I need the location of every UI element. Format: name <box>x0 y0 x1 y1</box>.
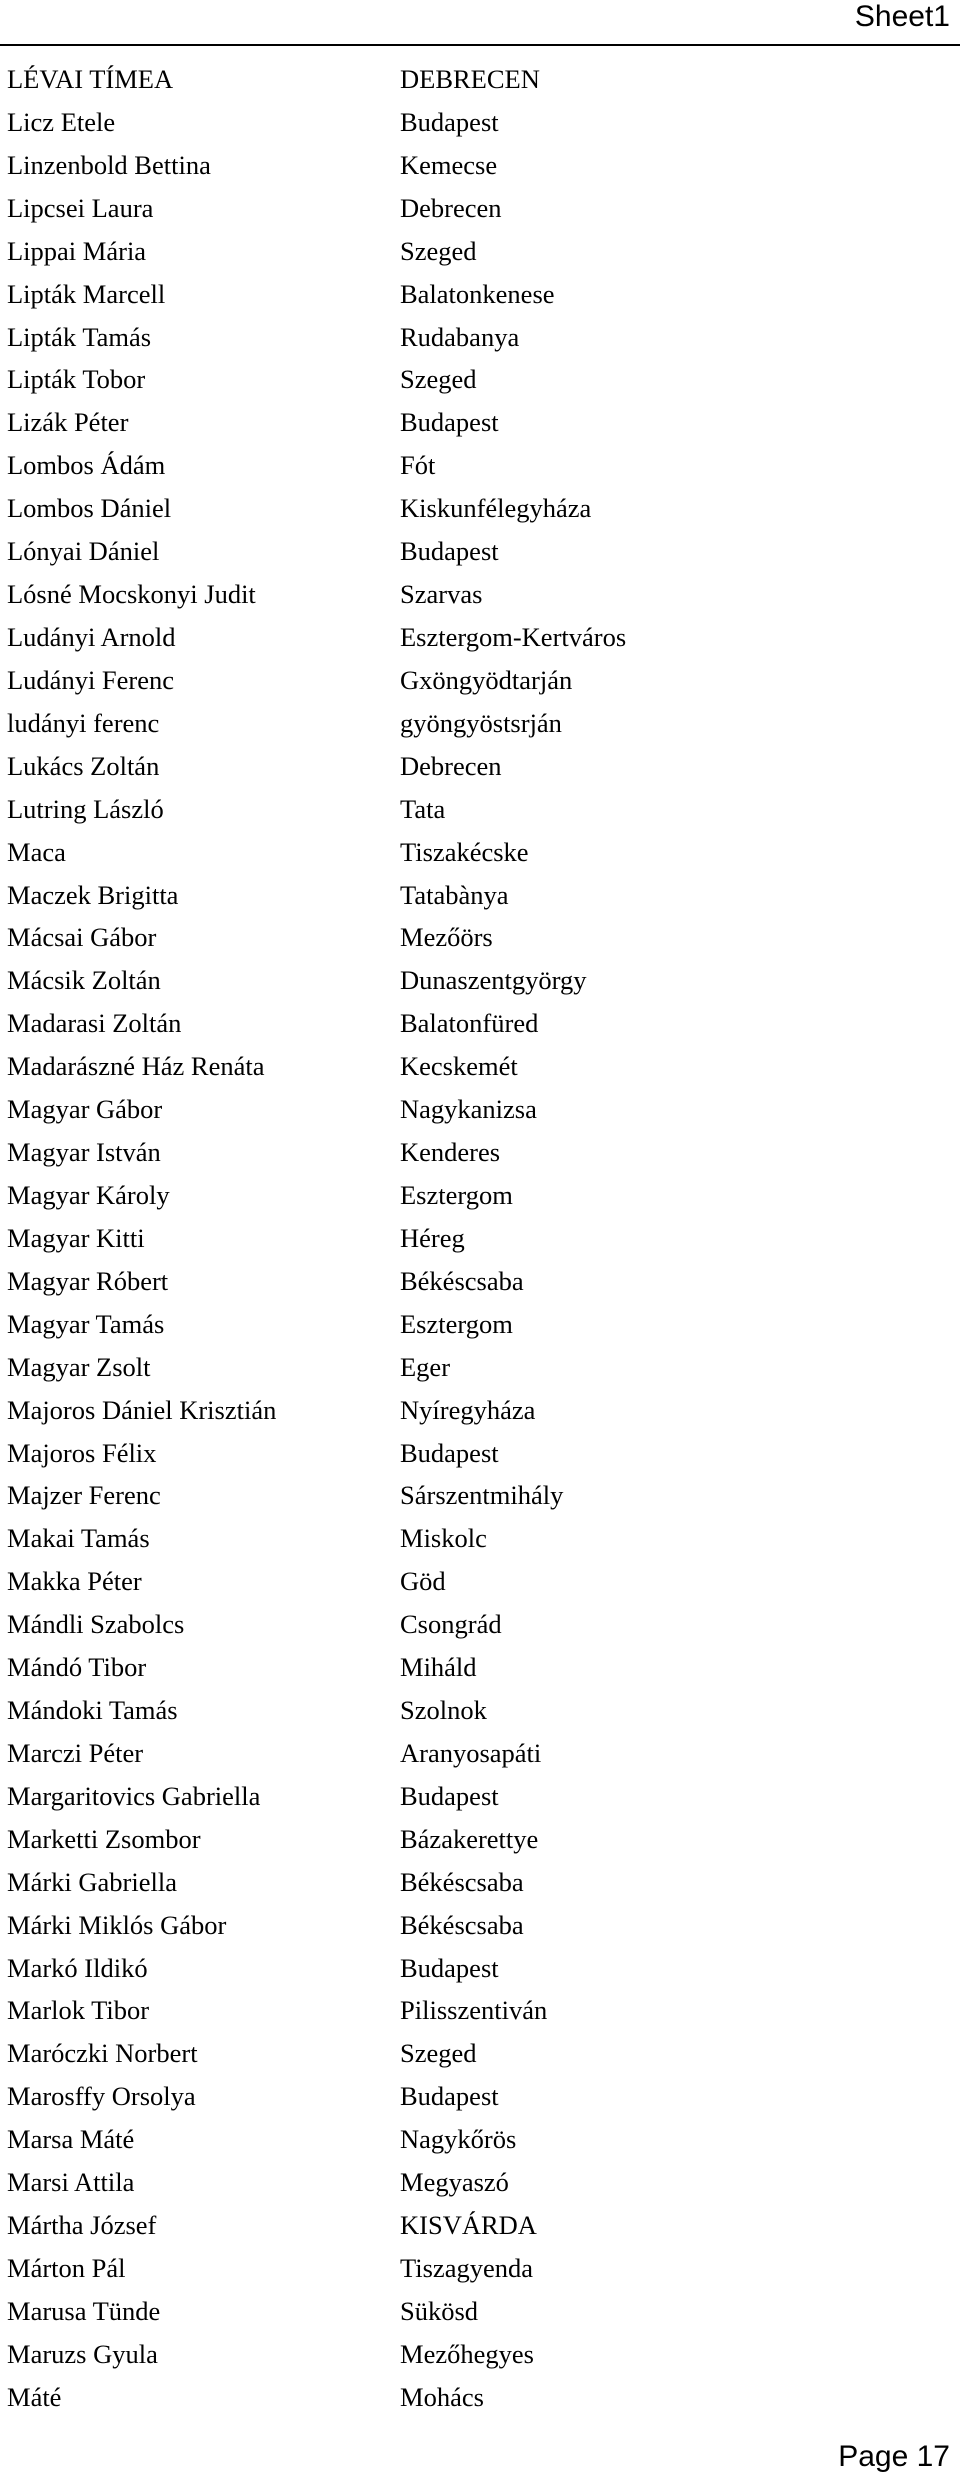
name-cell: Lipcsei Laura <box>7 192 154 223</box>
table-row <box>7 1474 907 1517</box>
name-cell: Lipták Tamás <box>7 321 152 352</box>
city-cell: Budapest <box>400 536 499 567</box>
city-cell: Bázakerettye <box>400 1823 539 1854</box>
name-cell: Marusa Tünde <box>7 2295 161 2326</box>
table-row <box>7 702 907 745</box>
name-cell: Maczek Brigitta <box>7 879 179 910</box>
name-cell: Majoros Félix <box>7 1437 157 1468</box>
table-row <box>7 230 907 273</box>
name-cell: Lukács Zoltán <box>7 750 160 781</box>
city-cell: Gxöngyödtarján <box>400 664 573 695</box>
name-cell: Lombos Ádám <box>7 450 166 481</box>
name-cell: Mácsai Gábor <box>7 922 157 953</box>
name-cell: Marsi Attila <box>7 2167 135 2198</box>
table-row <box>7 1088 907 1131</box>
table-row <box>7 530 907 573</box>
table-row <box>7 874 907 917</box>
table-row <box>7 1861 907 1904</box>
city-cell: gyöngyöstsrján <box>400 707 562 738</box>
city-cell: Eger <box>400 1351 451 1382</box>
name-cell: Magyar Kitti <box>7 1222 145 1253</box>
city-cell: Balatonfüred <box>400 1008 539 1039</box>
city-cell: Göd <box>400 1566 446 1597</box>
name-cell: ludányi ferenc <box>7 707 160 738</box>
table-row <box>7 1131 907 1174</box>
name-cell: Magyar Tamás <box>7 1308 165 1339</box>
page-number: Page 17 <box>838 2440 950 2473</box>
city-cell: Szolnok <box>400 1695 487 1726</box>
city-cell: Mohács <box>400 2381 484 2412</box>
city-cell: Mezőhegyes <box>400 2338 534 2369</box>
table-row <box>7 1904 907 1947</box>
city-cell: Pilisszentiván <box>400 1995 548 2026</box>
table-row <box>7 1002 907 1045</box>
city-cell: Tiszakécske <box>400 836 529 867</box>
table-row <box>7 444 907 487</box>
name-cell: Maca <box>7 836 66 867</box>
name-cell: Majzer Ferenc <box>7 1480 161 1511</box>
table-row <box>7 1732 907 1775</box>
city-cell: Esztergom <box>400 1179 513 1210</box>
city-cell: Dunaszentgyörgy <box>400 965 587 996</box>
table-row <box>7 2247 907 2290</box>
table-row <box>7 2075 907 2118</box>
name-cell: Marketti Zsombor <box>7 1823 201 1854</box>
city-cell: Tatabànya <box>400 879 509 910</box>
table-row <box>7 1646 907 1689</box>
city-cell: Kemecse <box>400 149 498 180</box>
city-cell: Debrecen <box>400 192 502 223</box>
city-cell: Szarvas <box>400 579 483 610</box>
table-row <box>7 316 907 359</box>
table-row <box>7 1303 907 1346</box>
name-cell: Mándó Tibor <box>7 1652 147 1683</box>
table-row <box>7 187 907 230</box>
name-cell: Lizák Péter <box>7 407 129 438</box>
name-cell: Madarasi Zoltán <box>7 1008 182 1039</box>
table-row <box>7 2204 907 2247</box>
name-cell: Ludányi Arnold <box>7 621 176 652</box>
city-cell: Kecskemét <box>400 1051 518 1082</box>
name-cell: Magyar István <box>7 1137 161 1168</box>
table-row <box>7 101 907 144</box>
name-cell: Makai Tamás <box>7 1523 150 1554</box>
name-cell: Lónyai Dániel <box>7 536 160 567</box>
name-cell: Lippai Mária <box>7 235 147 266</box>
name-cell: Lipták Marcell <box>7 278 166 309</box>
city-cell: Szeged <box>400 364 477 395</box>
table-row <box>7 2333 907 2376</box>
name-cell: Makka Péter <box>7 1566 142 1597</box>
name-cell: Marczi Péter <box>7 1737 144 1768</box>
city-cell: Budapest <box>400 407 499 438</box>
city-cell: Tiszagyenda <box>400 2253 533 2284</box>
name-cell: Marsa Máté <box>7 2124 135 2155</box>
table-row <box>7 1432 907 1475</box>
name-cell: Ludányi Ferenc <box>7 664 175 695</box>
name-cell: Licz Etele <box>7 106 116 137</box>
name-city-table <box>7 58 907 2419</box>
name-cell: Lombos Dániel <box>7 493 172 524</box>
city-cell: Budapest <box>400 2081 499 2112</box>
city-cell: Balatonkenese <box>400 278 555 309</box>
city-cell: Esztergom <box>400 1308 513 1339</box>
table-row <box>7 144 907 187</box>
table-row <box>7 1989 907 2032</box>
table-row <box>7 1260 907 1303</box>
city-cell: Miháld <box>400 1652 477 1683</box>
table-row <box>7 2118 907 2161</box>
name-cell: Maruzs Gyula <box>7 2338 158 2369</box>
name-cell: Maróczki Norbert <box>7 2038 198 2069</box>
city-cell: Miskolc <box>400 1523 487 1554</box>
name-cell: Márton Pál <box>7 2253 126 2284</box>
name-cell: Lutring László <box>7 793 164 824</box>
city-cell: Budapest <box>400 1952 499 1983</box>
name-cell: Lósné Mocskonyi Judit <box>7 579 256 610</box>
name-cell: Marlok Tibor <box>7 1995 150 2026</box>
table-row <box>7 273 907 316</box>
city-cell: Sárszentmihály <box>400 1480 564 1511</box>
city-cell: Békéscsaba <box>400 1265 524 1296</box>
table-row <box>7 401 907 444</box>
name-cell: LÉVAI TÍMEA <box>7 64 174 94</box>
table-row <box>7 487 907 530</box>
table-row <box>7 2290 907 2333</box>
city-cell: Budapest <box>400 106 499 137</box>
city-cell: Nagykanizsa <box>400 1094 537 1125</box>
name-cell: Majoros Dániel Krisztián <box>7 1394 277 1425</box>
city-cell: Héreg <box>400 1222 465 1253</box>
name-cell: Mándli Szabolcs <box>7 1609 185 1640</box>
name-cell: Magyar Zsolt <box>7 1351 151 1382</box>
name-cell: Máté <box>7 2381 62 2412</box>
name-cell: Lipták Tobor <box>7 364 146 395</box>
table-row <box>7 1045 907 1088</box>
sheet-title: Sheet1 <box>854 0 950 33</box>
table-row <box>7 788 907 831</box>
table-row <box>7 1689 907 1732</box>
table-row <box>7 1174 907 1217</box>
table-row <box>7 1560 907 1603</box>
city-cell: Nagykőrös <box>400 2124 517 2155</box>
name-cell: Mácsik Zoltán <box>7 965 161 996</box>
city-cell: Kenderes <box>400 1137 501 1168</box>
table-row <box>7 1775 907 1818</box>
city-cell: Békéscsaba <box>400 1909 524 1940</box>
name-cell: Mándoki Tamás <box>7 1695 178 1726</box>
table-row <box>7 659 907 702</box>
city-cell: Budapest <box>400 1780 499 1811</box>
city-cell: Aranyosapáti <box>400 1737 542 1768</box>
table-row <box>7 1389 907 1432</box>
name-cell: Markó Ildikó <box>7 1952 148 1983</box>
name-cell: Mártha József <box>7 2210 157 2241</box>
city-cell: Megyaszó <box>400 2167 509 2198</box>
name-cell: Márki Gabriella <box>7 1866 177 1897</box>
city-cell: Esztergom-Kertváros <box>400 621 627 652</box>
table-row <box>7 616 907 659</box>
city-cell: Sükösd <box>400 2295 479 2326</box>
name-cell: Linzenbold Bettina <box>7 149 211 180</box>
name-cell: Magyar Róbert <box>7 1265 169 1296</box>
table-row <box>7 2032 907 2075</box>
name-cell: Margaritovics Gabriella <box>7 1780 261 1811</box>
table-row <box>7 573 907 616</box>
city-cell: DEBRECEN <box>400 64 540 94</box>
table-row <box>7 831 907 874</box>
city-cell: Csongrád <box>400 1609 502 1640</box>
table-row <box>7 58 907 101</box>
city-cell: Szeged <box>400 235 477 266</box>
city-cell: Mezőörs <box>400 922 493 953</box>
table-row <box>7 916 907 959</box>
table-row <box>7 2161 907 2204</box>
city-cell: Tata <box>400 793 446 824</box>
city-cell: Kiskunfélegyháza <box>400 493 592 524</box>
table-row <box>7 2376 907 2419</box>
city-cell: Szeged <box>400 2038 477 2069</box>
header-divider <box>0 44 960 46</box>
city-cell: Debrecen <box>400 750 502 781</box>
table-row <box>7 1818 907 1861</box>
city-cell: Fót <box>400 450 436 481</box>
name-cell: Marosffy Orsolya <box>7 2081 196 2112</box>
name-cell: Magyar Károly <box>7 1179 170 1210</box>
name-cell: Madarászné Ház Renáta <box>7 1051 265 1082</box>
city-cell: Budapest <box>400 1437 499 1468</box>
table-row <box>7 1517 907 1560</box>
city-cell: Rudabanya <box>400 321 520 352</box>
city-cell: Békéscsaba <box>400 1866 524 1897</box>
table-row <box>7 1947 907 1990</box>
table-row <box>7 1346 907 1389</box>
table-row <box>7 1217 907 1260</box>
name-cell: Magyar Gábor <box>7 1094 163 1125</box>
table-row <box>7 745 907 788</box>
table-row <box>7 1603 907 1646</box>
table-row <box>7 358 907 401</box>
city-cell: KISVÁRDA <box>400 2210 537 2241</box>
city-cell: Nyíregyháza <box>400 1394 536 1425</box>
name-cell: Márki Miklós Gábor <box>7 1909 227 1940</box>
table-row <box>7 959 907 1002</box>
